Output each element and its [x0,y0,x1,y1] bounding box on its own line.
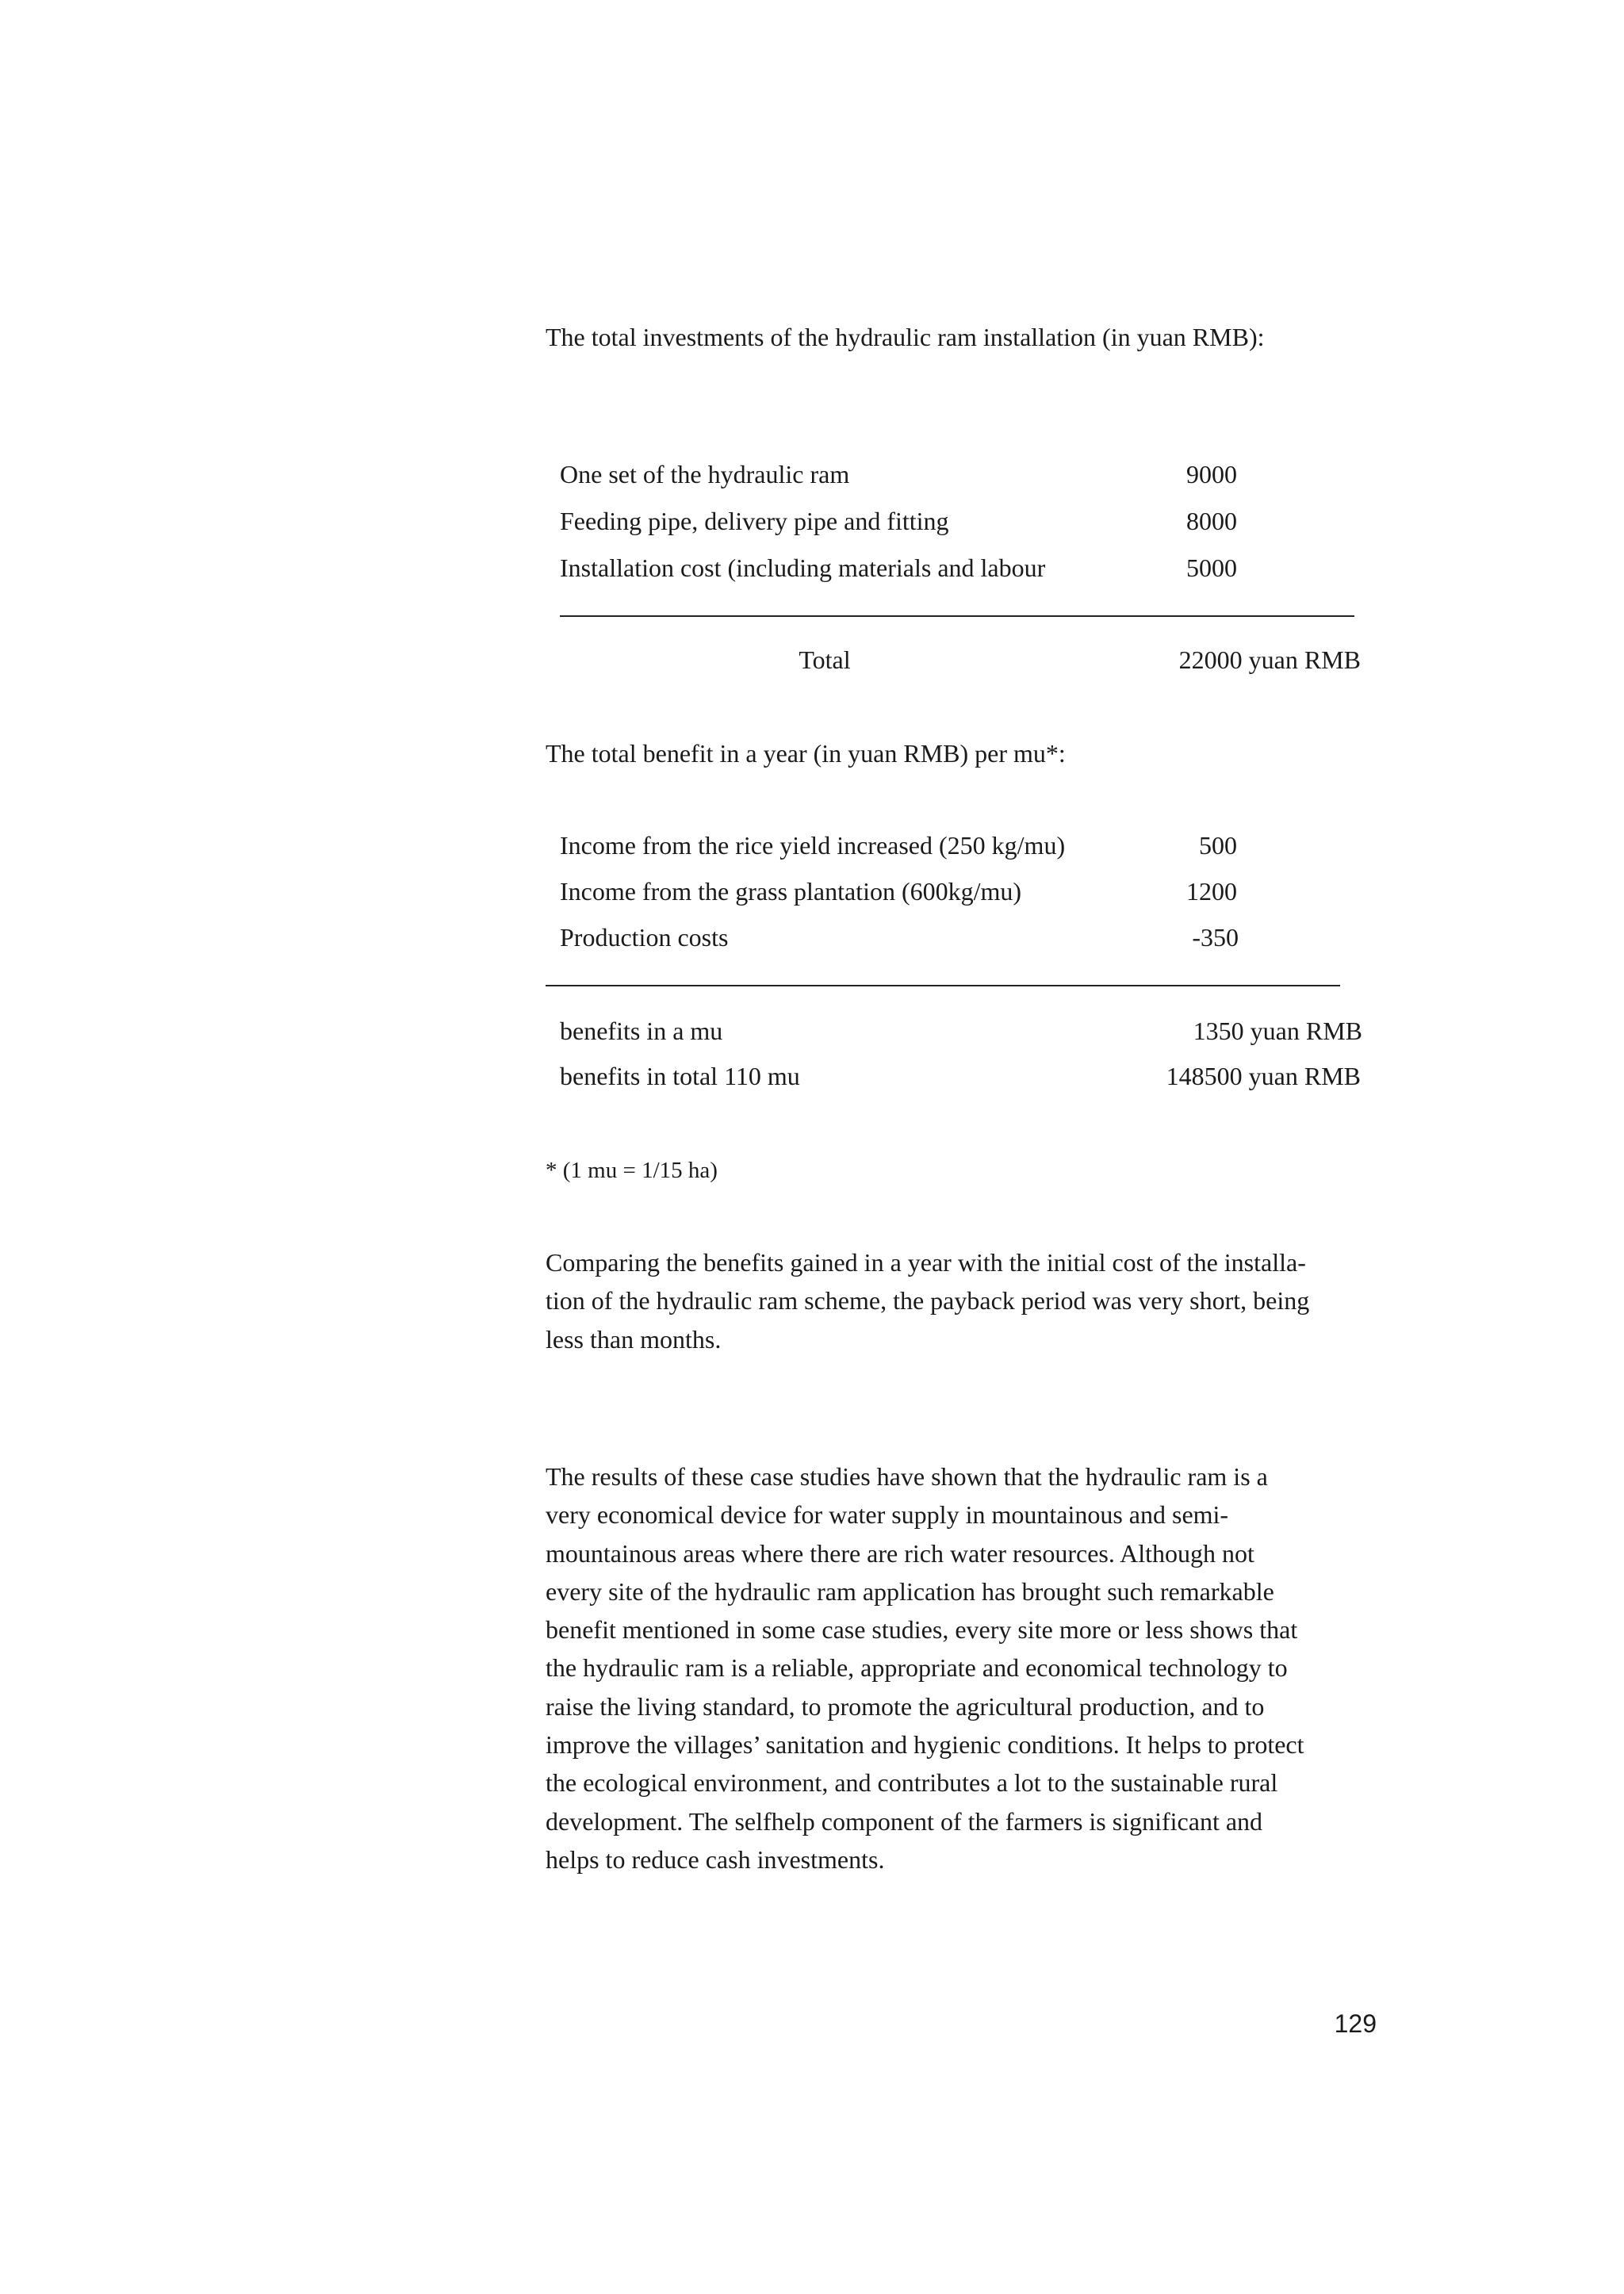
divider [546,985,1340,986]
row-label: benefits in a mu [560,1017,723,1045]
text-line: tion of the hydraulic ram scheme, the payback period was very short, being [546,1286,1310,1316]
paragraph-results [546,1457,1378,1878]
text-line: mountainous areas where there are rich water resources. Although not [546,1538,1254,1568]
row-value: 8000 [1186,507,1237,535]
text-line: improve the villages’ sanitation and hygienic conditions. It helps to protect [546,1730,1304,1760]
text-line: helps to reduce cash investments. [546,1844,885,1874]
row-value: 9000 [1186,460,1237,488]
row-value: 500 [1199,831,1237,860]
row-value: 5000 [1186,553,1237,582]
row-value: 1200 [1186,877,1237,906]
footnote: * (1 mu = 1/15 ha) [546,1158,718,1183]
divider [560,615,1354,617]
row-value: 1350 yuan RMB [1193,1017,1362,1045]
row-label: Installation cost (including materials and labour [560,553,1046,582]
benefits-heading: The total benefit in a year (in yuan RMB) per mu*: [546,739,1066,768]
text-line: less than months. [546,1324,722,1354]
text-line: every site of the hydraulic ram application has brought such remarkable [546,1576,1274,1606]
total-label: Total [799,645,851,674]
text-line: The results of these case studies have shown that the hydraulic ram is a [546,1462,1268,1491]
text-line: the hydraulic ram is a reliable, appropriate and economical technology to [546,1653,1288,1683]
row-label: One set of the hydraulic ram [560,460,850,488]
row-label: Income from the rice yield increased (250 kg/mu) [560,831,1066,860]
row-label: Feeding pipe, delivery pipe and fitting [560,507,949,535]
text-line: raise the living standard, to promote the agricultural production, and to [546,1691,1265,1721]
text-line: development. The selfhelp component of the farmers is significant and [546,1806,1263,1836]
row-label: benefits in total 110 mu [560,1062,800,1090]
page-number: 129 [1334,2009,1377,2038]
row-label: Production costs [560,923,729,952]
text-line: benefit mentioned in some case studies, every site more or less shows that [546,1615,1298,1645]
text-line: the ecological environment, and contributes a lot to the sustainable rural [546,1768,1278,1798]
text-line: very economical device for water supply in mountainous and semi- [546,1500,1229,1530]
paragraph-payback [546,1243,1378,1358]
row-label: Income from the grass plantation (600kg/mu) [560,877,1022,906]
row-value: 148500 yuan RMB [1166,1062,1361,1090]
text-line: Comparing the benefits gained in a year with the initial cost of the installa- [546,1248,1306,1277]
investments-heading: The total investments of the hydraulic ram installation (in yuan RMB): [546,323,1265,351]
row-value: -350 [1192,923,1239,952]
total-value: 22000 yuan RMB [1178,645,1361,674]
